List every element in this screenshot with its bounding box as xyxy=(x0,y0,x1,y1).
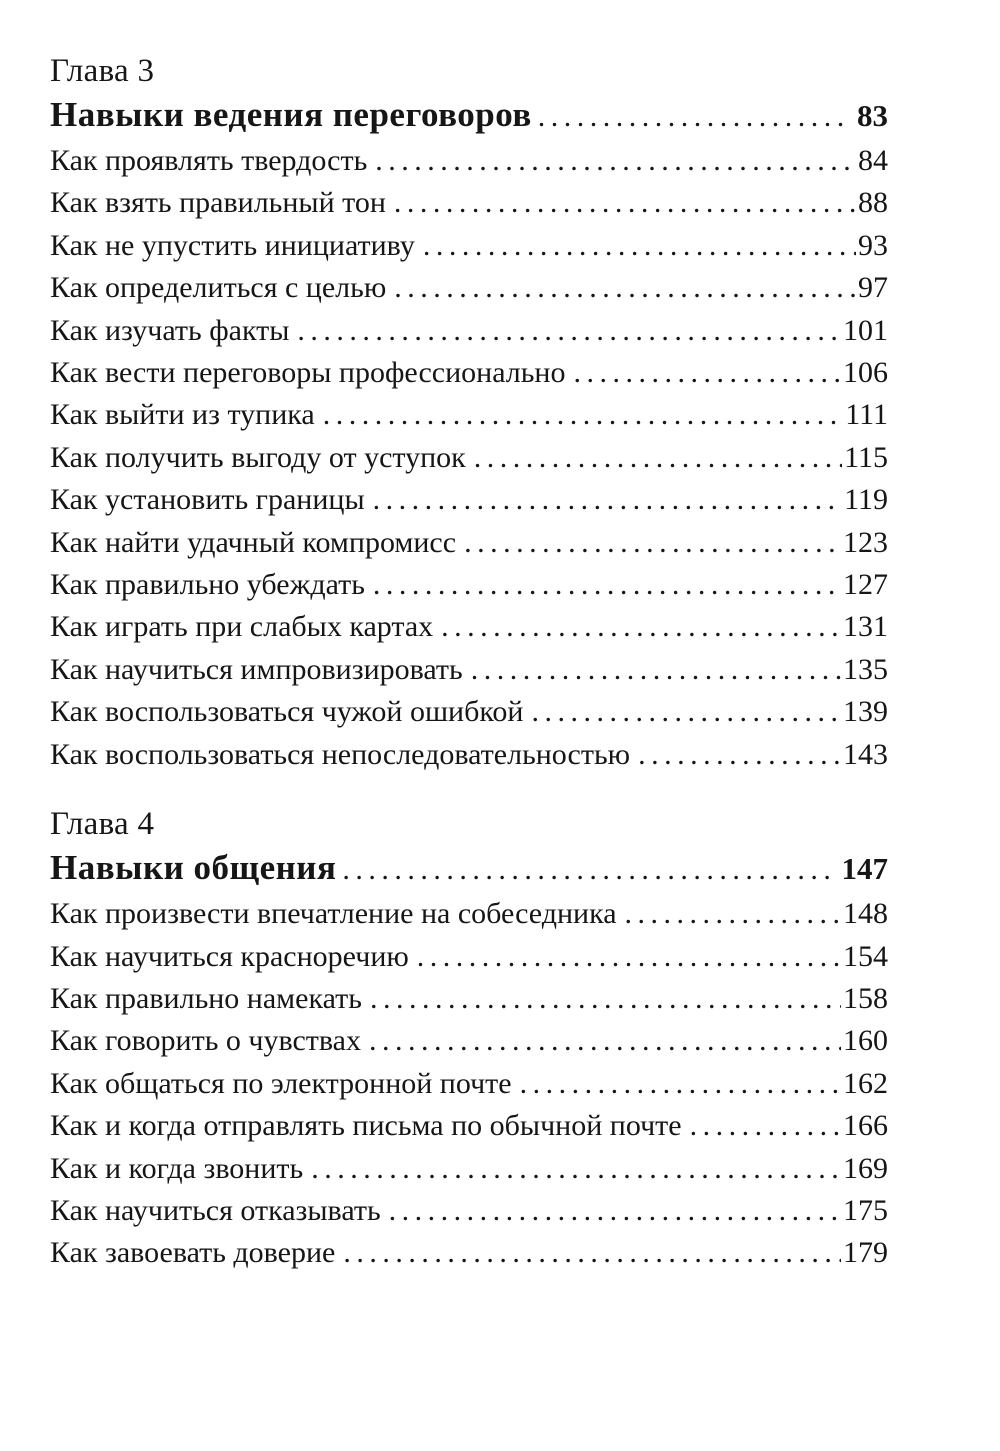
entry-title: Как установить границы xyxy=(50,483,365,517)
dot-leader xyxy=(394,182,856,224)
dot-leader xyxy=(394,267,856,309)
dot-leader xyxy=(441,606,841,648)
dot-leader xyxy=(417,936,841,978)
entry-title: Как и когда звонить xyxy=(50,1151,304,1185)
entry-title: Как говорить о чувствах xyxy=(50,1024,361,1058)
chapter-label: Глава 4 xyxy=(50,806,155,843)
chapter-label: Глава 3 xyxy=(50,53,155,89)
chapter-title: Навыки ведения переговоров xyxy=(50,95,532,134)
entry-title: Как изучать факты xyxy=(50,313,290,347)
dot-leader xyxy=(373,479,842,521)
dot-leader xyxy=(520,1063,841,1105)
dot-leader xyxy=(423,225,856,267)
entry-title: Как проявлять твердость xyxy=(50,144,368,177)
toc-entry xyxy=(50,606,888,648)
toc-entry xyxy=(50,267,888,309)
entry-title: Как взять правильный тон xyxy=(50,186,386,220)
chapter-page-number: 83 xyxy=(857,98,888,133)
entry-title: Как завоевать доверие xyxy=(50,1236,336,1270)
entry-page-number: 101 xyxy=(843,313,888,347)
entry-list xyxy=(50,140,888,776)
dot-leader xyxy=(370,978,841,1020)
toc-entry xyxy=(50,352,888,394)
toc-entry xyxy=(50,1105,888,1147)
toc-entry xyxy=(50,310,888,352)
entry-page-number: 119 xyxy=(844,483,888,517)
dot-leader xyxy=(625,893,841,935)
entry-title: Как воспользоваться чужой ошибкой xyxy=(50,695,524,729)
toc-section xyxy=(50,803,888,1275)
chapter-page-number: 147 xyxy=(841,851,888,887)
entry-page-number: 135 xyxy=(843,652,888,686)
entry-page-number: 84 xyxy=(858,144,888,177)
entry-page-number: 97 xyxy=(858,271,888,305)
dot-leader xyxy=(538,94,851,140)
toc xyxy=(50,50,888,1275)
entry-title: Как получить выгоду от уступок xyxy=(50,440,466,474)
chapter-title-row xyxy=(50,92,888,140)
toc-entry xyxy=(50,649,888,691)
entry-page-number: 166 xyxy=(843,1109,888,1143)
entry-page-number: 139 xyxy=(843,695,888,729)
entry-page-number: 160 xyxy=(843,1024,888,1058)
toc-section xyxy=(50,50,888,776)
dot-leader xyxy=(311,1148,841,1190)
toc-entry xyxy=(50,1190,888,1232)
toc-entry xyxy=(50,936,888,978)
entry-title: Как выйти из тупика xyxy=(50,398,315,432)
dot-leader xyxy=(342,847,835,893)
dot-leader xyxy=(531,691,841,733)
chapter-title-row xyxy=(50,845,888,893)
entry-page-number: 154 xyxy=(843,939,888,973)
entry-page-number: 162 xyxy=(843,1066,888,1100)
entry-page-number: 179 xyxy=(843,1236,888,1270)
entry-title: Как найти удачный компромисс xyxy=(50,525,457,559)
entry-page-number: 111 xyxy=(845,398,888,432)
entry-page-number: 88 xyxy=(858,186,888,220)
dot-leader xyxy=(389,1190,841,1232)
dot-leader xyxy=(343,1232,841,1274)
entry-title: Как определиться с целью xyxy=(50,271,387,305)
entry-title: Как общаться по электронной почте xyxy=(50,1066,512,1100)
entry-page-number: 115 xyxy=(844,440,888,474)
entry-title: Как и когда отправлять письма по обычной почте xyxy=(50,1109,682,1143)
entry-page-number: 169 xyxy=(843,1151,888,1185)
entry-page-number: 143 xyxy=(843,737,888,771)
entry-title: Как научиться импровизировать xyxy=(50,652,463,686)
toc-entry xyxy=(50,1063,888,1105)
entry-title: Как научиться отказывать xyxy=(50,1193,381,1227)
entry-list xyxy=(50,893,888,1275)
dot-leader xyxy=(464,522,841,564)
entry-title: Как играть при слабых картах xyxy=(50,610,434,644)
toc-entry xyxy=(50,691,888,733)
entry-page-number: 175 xyxy=(843,1193,888,1227)
dot-leader xyxy=(323,394,844,436)
dot-leader xyxy=(375,140,856,182)
toc-entry xyxy=(50,225,888,267)
toc-entry xyxy=(50,479,888,521)
toc-entry xyxy=(50,893,888,935)
dot-leader xyxy=(638,734,841,776)
entry-page-number: 158 xyxy=(843,981,888,1015)
entry-title: Как правильно намекать xyxy=(50,981,362,1015)
toc-entry xyxy=(50,1148,888,1190)
entry-page-number: 123 xyxy=(843,525,888,559)
entry-title: Как произвести впечатление на собеседника xyxy=(50,897,617,931)
dot-leader xyxy=(573,352,841,394)
entry-title: Как научиться красноречию xyxy=(50,939,409,973)
entry-title: Как воспользоваться непоследовательностью xyxy=(50,737,631,771)
toc-entry xyxy=(50,734,888,776)
toc-entry xyxy=(50,394,888,436)
entry-page-number: 93 xyxy=(858,228,888,262)
dot-leader xyxy=(373,564,841,606)
entry-page-number: 131 xyxy=(843,610,888,644)
entry-page-number: 148 xyxy=(843,897,888,931)
entry-title: Как правильно убеждать xyxy=(50,568,365,602)
dot-leader xyxy=(690,1105,841,1147)
entry-title: Как не упустить инициативу xyxy=(50,228,415,262)
toc-entry xyxy=(50,522,888,564)
toc-entry xyxy=(50,140,888,182)
dot-leader xyxy=(369,1020,841,1062)
dot-leader xyxy=(474,437,842,479)
entry-page-number: 106 xyxy=(843,356,888,390)
toc-entry xyxy=(50,437,888,479)
dot-leader xyxy=(297,310,841,352)
entry-title: Как вести переговоры профессионально xyxy=(50,356,566,390)
toc-entry xyxy=(50,978,888,1020)
toc-entry xyxy=(50,182,888,224)
chapter-title: Навыки общения xyxy=(50,848,337,888)
dot-leader xyxy=(471,649,841,691)
toc-entry xyxy=(50,564,888,606)
toc-entry xyxy=(50,1232,888,1274)
entry-page-number: 127 xyxy=(843,568,888,602)
toc-entry xyxy=(50,1020,888,1062)
